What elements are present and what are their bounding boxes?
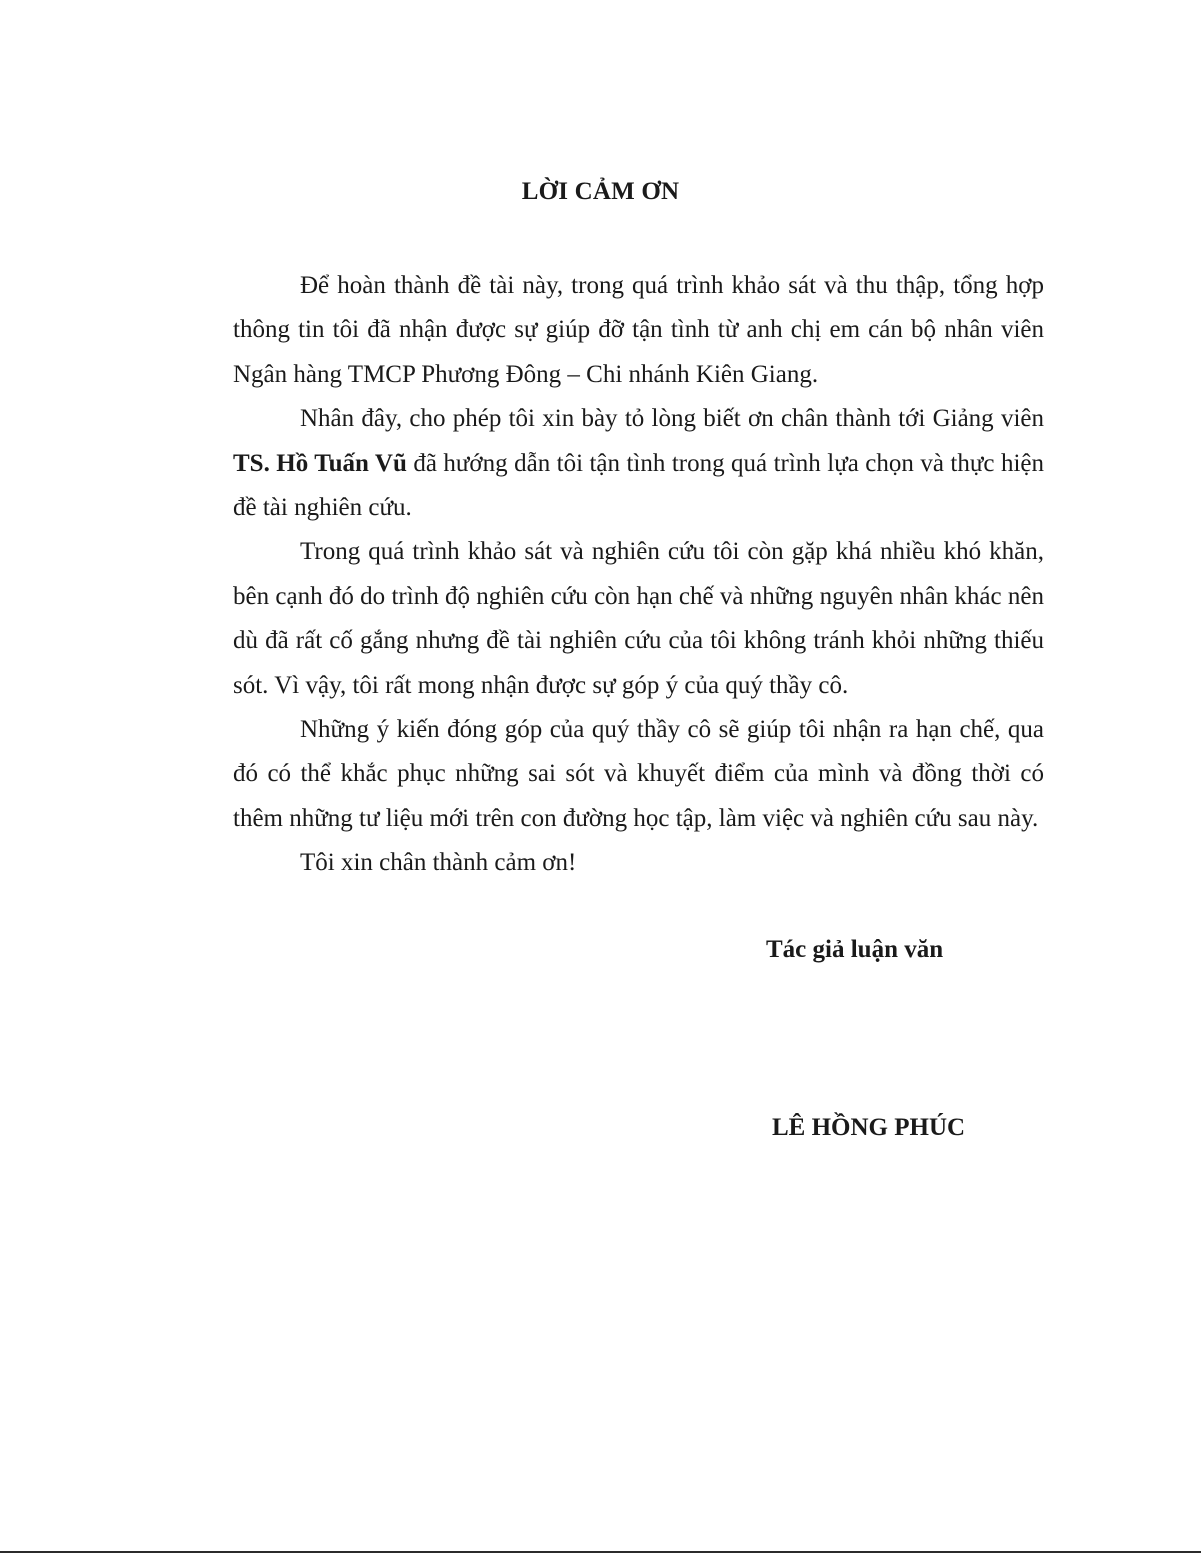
paragraph-2-rest: đã hướng dẫn tôi tận tình trong quá trình lựa chọn và thực hiện đề tài nghiên cứu. (233, 449, 1044, 522)
page-bottom-border (0, 1551, 1201, 1553)
acknowledgement-body (233, 264, 1044, 886)
paragraph-1: Để hoàn thành đề tài này, trong quá trình khảo sát và thu thập, tổng hợp thông tin tôi đã nhận được sự giúp đỡ tận tình từ anh chị em cán bộ nhân viên Ngân hàng TMCP Phương Đông – Chi nhánh Kiên Giang. (233, 272, 1044, 388)
author-name: LÊ HỒNG PHÚC (772, 1114, 966, 1141)
advisor-name: TS. Hồ Tuấn Vũ (233, 449, 407, 477)
paragraph-4: Những ý kiến đóng góp của quý thầy cô sẽ giúp tôi nhận ra hạn chế, qua đó có thể khắc phục những sai sót và khuyết điểm của mình và đồng thời có thêm những tư liệu mới trên con đường học tập, làm việc và nghiên cứu sau này. (233, 716, 1044, 832)
author-label: Tác giả luận văn (766, 936, 944, 963)
paragraph-2 (233, 397, 1044, 530)
paragraph-3: Trong quá trình khảo sát và nghiên cứu tôi còn gặp khá nhiều khó khăn, bên cạnh đó do trình độ nghiên cứu còn hạn chế và những nguyên nhân khác nên dù đã rất cố gắng nhưng đề tài nghiên cứu của tôi không tránh khỏi những thiếu sót. Vì vậy, tôi rất mong nhận được sự góp ý của quý thầy cô. (233, 538, 1044, 699)
closing-line: Tôi xin chân thành cảm ơn! (300, 849, 577, 877)
paragraph-2-intro: Nhân đây, cho phép tôi xin bày tỏ lòng biết ơn chân thành tới Giảng viên (300, 405, 1044, 433)
page-title: LỜI CẢM ƠN (521, 178, 680, 205)
